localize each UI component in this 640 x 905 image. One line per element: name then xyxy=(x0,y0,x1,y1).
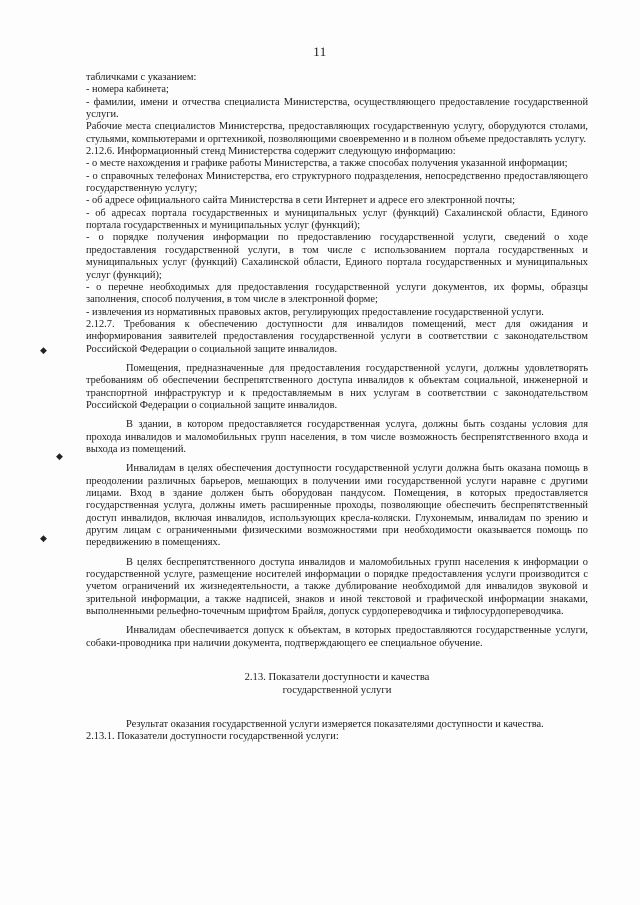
paragraph: Инвалидам обеспечивается допуск к объектам, в которых предоставляются государственные услуги, собаки-проводника при наличии документа, подтверждающего ее специальное обучение. xyxy=(86,625,588,649)
paragraph: 2.12.7. Требования к обеспечению доступности для инвалидов помещений, мест для ожидания и информирования заявителей предоставления государственной услуги в соответствии с законодательством Российской Федерации о социальной защите инвалидов. xyxy=(86,318,588,355)
document-body xyxy=(86,72,588,744)
paragraph: табличками с указанием: xyxy=(86,72,197,83)
paragraph: - извлечения из нормативных правовых актов, регулирующих предоставление государственной услуги. xyxy=(86,306,544,318)
section-heading-line: государственной услуги xyxy=(282,684,392,696)
scan-mark: ◆ xyxy=(40,346,47,356)
paragraph: Помещения, предназначенные для предоставления государственной услуги, должны удовлетворять требованиям об обеспечении беспрепятственного доступа инвалидов к объектам социальной, инженерной и транспортной инфраструктур и к предоставляемым в них услугам в соответствии с законодательством Российской Федерации о социальной защите инвалидов. xyxy=(86,362,588,411)
paragraph: 2.13.1. Показатели доступности государственной услуги: xyxy=(86,731,339,743)
paragraph: 2.12.6. Информационный стенд Министерства содержит следующую информацию: xyxy=(86,146,456,158)
paragraph: - о перечне необходимых для предоставления государственной услуги документов, их формы, образцы заполнения, способ получения, в том числе в электронной форме; xyxy=(86,281,588,306)
paragraph: - об адресах портала государственных и муниципальных услуг (функций) Сахалинской области, Единого портала государственных и муниципальных услуг (функций); xyxy=(86,207,588,232)
section-heading xyxy=(86,672,588,697)
paragraph: - номера кабинета; xyxy=(86,84,169,96)
paragraph: - об адресе официального сайта Министерства в сети Интернет и адресе его электронной почты; xyxy=(86,195,516,207)
paragraph: - о порядке получения информации по предоставлению государственной услуги, сведений о ходе предоставления государственной услуги, в том числе с использованием портала государственных и муниципальных услуг (функций) Сахалинской области, Единого портала государственных и муниципальных услуг (функций); xyxy=(86,232,588,281)
paragraph: Результат оказания государственной услуги измеряется показателями доступности и качества. xyxy=(126,719,544,731)
scan-mark: ◆ xyxy=(40,534,47,544)
scan-mark: ◆ xyxy=(56,452,63,462)
paragraph: Рабочие места специалистов Министерства, предоставляющих государственную услугу, оборудуются столами, стульями, компьютерами и оргтехникой, позволяющими своевременно и в полном объеме предоставлять услугу. xyxy=(86,121,588,145)
section-heading-line: 2.13. Показатели доступности и качества xyxy=(244,672,430,684)
paragraph: Инвалидам в целях обеспечения доступности государственной услуги должна быть оказана помощь в преодолении различных барьеров, мешающих в получении ими государственной услуги наравне с другими лицами. Вход в здание должен быть оборудован пандусом. Помещения, в которых предоставляется государственная услуга, должны иметь расширенные проходы, позволяющие обеспечить беспрепятственный доступ инвалидов, включая инвалидов, использующих кресла-коляски. Глухонемым, инвалидам по зрению и другим лицам с ограниченными физическими возможностями при необходимости оказывается помощь по передвижению в помещениях. xyxy=(86,463,588,549)
paragraph: В целях беспрепятственного доступа инвалидов и маломобильных групп населения к информации о государственной услуге, размещение носителей информации о порядке предоставления услуги производится с учетом ограничений их жизнедеятельности, а также дублирование необходимой для инвалидов звуковой и зрительной информации, а также надписей, знаков и иной текстовой и графической информации знаками, выполненными рельефно-точечным шрифтом Брайля, допуск сурдопереводчика и тифлосурдопереводчика. xyxy=(86,556,588,618)
paragraph: В здании, в котором предоставляется государственная услуга, должны быть созданы условия для прохода инвалидов и маломобильных групп населения, в том числе возможность беспрепятственного входа и выхода из помещений. xyxy=(86,419,588,455)
paragraph: - о справочных телефонах Министерства, его структурного подразделения, непосредственно предоставляющего государственную услугу; xyxy=(86,170,588,195)
paragraph: - фамилии, имени и отчества специалиста Министерства, осуществляющего предоставление государственной услуги. xyxy=(86,96,588,121)
page-number: 11 xyxy=(313,44,327,59)
paragraph: - о месте нахождения и графике работы Министерства, а также способах получения указанной информации; xyxy=(86,158,568,170)
